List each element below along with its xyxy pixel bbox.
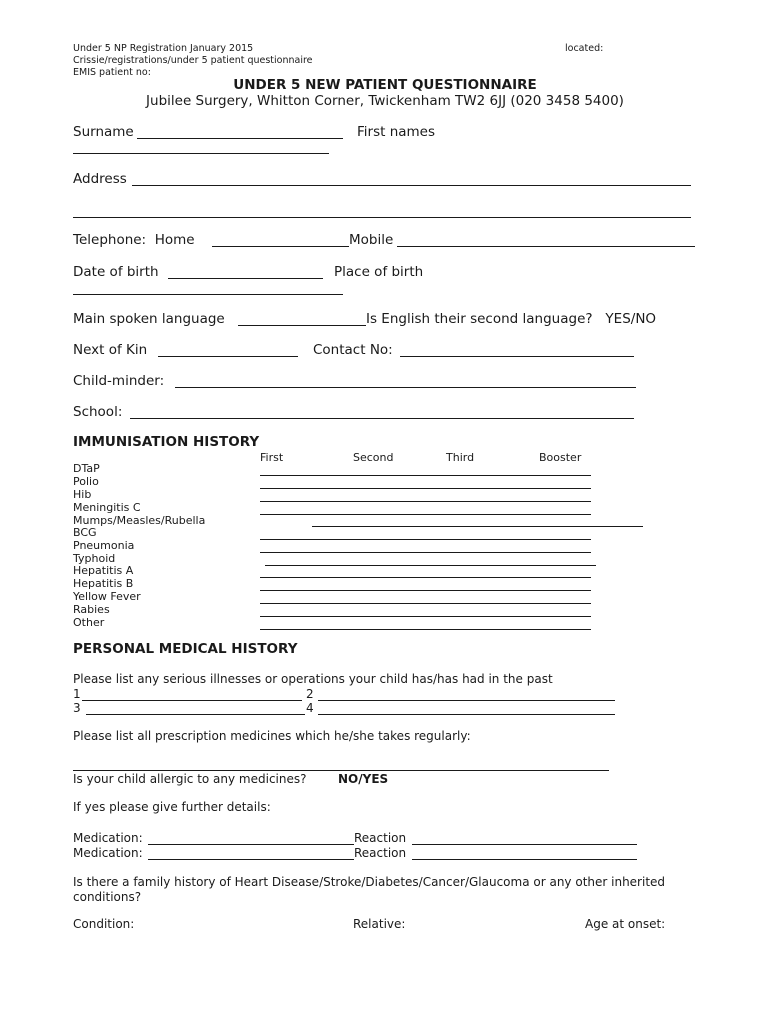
imm-row-line[interactable] [260,552,591,553]
illness-field-3[interactable] [86,714,305,715]
telephone-home-field[interactable] [212,246,349,247]
second-language-question: Is English their second language? YES/NO [366,311,657,327]
reaction-field[interactable] [412,844,637,845]
immunisation-heading: IMMUNISATION HISTORY [73,434,260,450]
address-field-line2[interactable] [73,217,691,218]
header-registration-line: Under 5 NP Registration January 2015 [73,43,254,54]
imm-row-label: BCG [73,526,97,539]
address-field-line1[interactable] [132,185,691,186]
imm-row-label: Mumps/Measles/Rubella [73,514,206,527]
column-second: Second [353,451,394,464]
child-minder-label: Child-minder: [73,373,165,389]
mobile-label: Mobile [349,232,394,248]
imm-row-line[interactable] [265,565,596,566]
mobile-field[interactable] [397,246,695,247]
imm-row-label: Meningitis C [73,501,141,514]
imm-row-label: Hib [73,488,92,501]
illness-number-4: 4 [306,701,314,715]
date-of-birth-field[interactable] [168,278,323,279]
illness-question: Please list any serious illnesses or operations your child has/has had in the past [73,672,553,686]
first-names-field[interactable] [73,153,329,154]
imm-row-line[interactable] [260,616,591,617]
family-history-question: Is there a family history of Heart Disease/Stroke/Diabetes/Cancer/Glaucoma or any other inherited conditions? [73,875,666,904]
place-of-birth-label: Place of birth [334,264,424,280]
surname-field[interactable] [137,138,343,139]
illness-number-2: 2 [306,687,314,701]
surname-label: Surname [73,124,134,140]
next-of-kin-label: Next of Kin [73,342,148,358]
illness-field-1[interactable] [82,700,302,701]
reaction-label: Reaction [354,846,407,860]
imm-row-line[interactable] [260,475,591,476]
main-language-field[interactable] [238,325,366,326]
imm-row-line[interactable] [312,526,643,527]
contact-no-label: Contact No: [313,342,393,358]
next-of-kin-field[interactable] [158,356,298,357]
allergy-options[interactable]: NO/YES [338,772,389,786]
illness-field-2[interactable] [318,700,615,701]
reaction-label: Reaction [354,831,407,845]
telephone-home-label: Telephone: Home [73,232,195,248]
imm-row-label: Yellow Fever [73,590,141,603]
page-subtitle: Jubilee Surgery, Whitton Corner, Twickenham TW2 6JJ (020 3458 5400) [146,93,624,109]
column-first: First [260,451,284,464]
imm-row-label: Rabies [73,603,110,616]
allergy-question: Is your child allergic to any medicines? [73,772,307,786]
imm-row-label: Hepatitis A [73,564,134,577]
details-question: If yes please give further details: [73,800,271,814]
medical-history-heading: PERSONAL MEDICAL HISTORY [73,641,298,657]
column-booster: Booster [539,451,582,464]
contact-no-field[interactable] [400,356,634,357]
illness-field-4[interactable] [318,714,615,715]
imm-row-line[interactable] [260,629,591,630]
condition-label: Condition: [73,917,135,931]
imm-row-label: Polio [73,475,99,488]
school-field[interactable] [130,418,634,419]
imm-row-label: Hepatitis B [73,577,134,590]
main-language-label: Main spoken language [73,311,225,327]
imm-row-label: Pneumonia [73,539,135,552]
header-located-label: located: [565,43,604,54]
header-path-line: Crissie/registrations/under 5 patient questionnaire [73,55,313,66]
address-label: Address [73,171,127,187]
child-minder-field[interactable] [175,387,636,388]
page-title: UNDER 5 NEW PATIENT QUESTIONNAIRE [233,77,537,93]
imm-row-line[interactable] [260,501,591,502]
illness-number-3: 3 [73,701,81,715]
imm-row-line[interactable] [260,590,591,591]
place-of-birth-field[interactable] [73,294,343,295]
imm-row-label: DTaP [73,462,100,475]
school-label: School: [73,404,123,420]
first-names-label: First names [357,124,436,140]
imm-row-line[interactable] [260,577,591,578]
imm-row-label: Other [73,616,105,629]
prescription-question: Please list all prescription medicines which he/she takes regularly: [73,729,471,743]
medication-field[interactable] [148,859,354,860]
age-at-onset-label: Age at onset: [585,917,666,931]
relative-label: Relative: [353,917,406,931]
prescription-field[interactable] [73,770,609,771]
imm-row-line[interactable] [260,488,591,489]
header-emis-label: EMIS patient no: [73,67,151,78]
date-of-birth-label: Date of birth [73,264,159,280]
imm-row-line[interactable] [260,514,591,515]
column-third: Third [446,451,475,464]
medication-label: Medication: [73,846,143,860]
imm-row-label: Typhoid [73,552,116,565]
imm-row-line[interactable] [260,603,591,604]
imm-row-line[interactable] [260,539,591,540]
reaction-field[interactable] [412,859,637,860]
medication-field[interactable] [148,844,354,845]
illness-number-1: 1 [73,687,81,701]
medication-label: Medication: [73,831,143,845]
